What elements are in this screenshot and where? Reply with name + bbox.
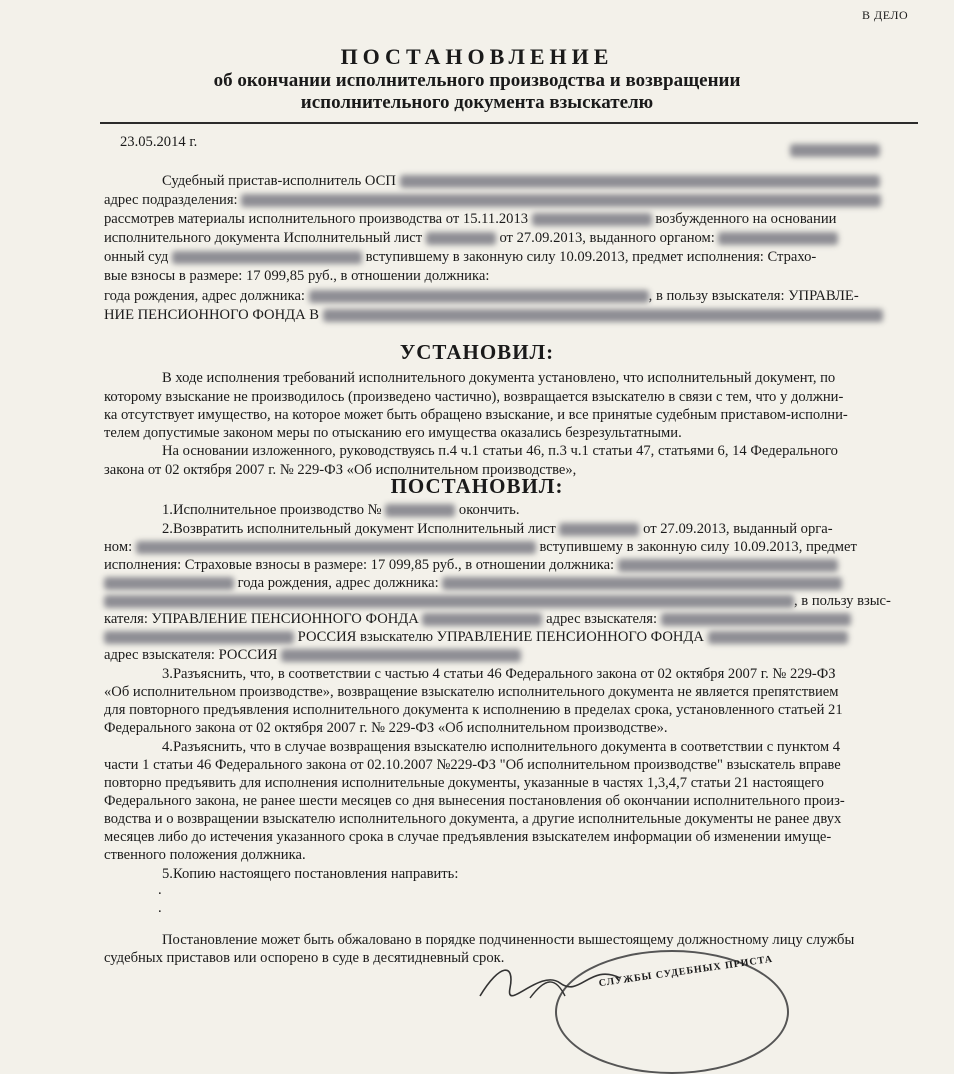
intro-line: рассмотрев материалы исполнительного производства от 15.11.2013 возбужденного на основании <box>104 211 837 227</box>
body-line: Федерального закона, не ранее шести месяцев со дня вынесения постановления об окончании исполнительного произ- <box>104 793 845 809</box>
body-line: года рождения, адрес должника: <box>104 575 842 592</box>
redacted-block <box>241 194 881 207</box>
intro-line: Судебный пристав-исполнитель ОСП <box>162 173 880 190</box>
document-subtitle-line-2: исполнительного документа взыскателю <box>300 92 654 113</box>
redacted-block <box>790 141 880 159</box>
body-line: В ходе исполнения требований исполнительного документа установлено, что исполнительный документ, по <box>162 370 836 386</box>
body-line: месяцев либо до истечения указанного срока в случае предъявления взыскателем информации об изменении имуще- <box>104 829 832 845</box>
redacted-block <box>426 232 496 245</box>
redacted-block <box>661 613 851 626</box>
section-heading-decided: ПОСТАНОВИЛ: <box>390 474 564 498</box>
redacted-block <box>532 213 652 226</box>
redacted-block <box>309 290 649 303</box>
file-stamp: В ДЕЛО <box>862 8 909 22</box>
redacted-block <box>422 613 542 626</box>
body-line: , в пользу взыс- <box>104 593 891 610</box>
body-line: закона от 02 октября 2007 г. № 229-ФЗ «Об исполнительном производстве», <box>104 462 577 478</box>
list-dot: . <box>158 900 162 916</box>
intro-line: онный суд вступившему в законную силу 10.09.2013, предмет исполнения: Страхо- <box>104 249 817 265</box>
document-title: ПОСТАНОВЛЕНИЕ <box>340 44 614 69</box>
intro-line: исполнительного документа Исполнительный лист от 27.09.2013, выданного органом: <box>104 230 838 247</box>
redacted-block <box>708 631 848 644</box>
seal-text: СЛУЖБЫ СУДЕБНЫХ ПРИСТА <box>598 953 774 990</box>
body-line: для повторного предъявления исполнительного документа к исполнению в пределах срока, установленного статьей 21 <box>104 702 843 718</box>
body-line: ном: вступившему в законную силу 10.09.2013, предмет <box>104 539 857 555</box>
body-line: повторно предъявить для исполнения исполнительные документы, указанные в частях 1,3,4,7 статьи 21 настоящего <box>104 775 824 791</box>
body-line: 1.Исполнительное производство № окончить. <box>162 502 520 518</box>
body-line: кателя: УПРАВЛЕНИЕ ПЕНСИОННОГО ФОНДА адрес взыскателя: <box>104 611 851 628</box>
title-divider <box>100 122 918 124</box>
intro-line: адрес подразделения: <box>104 192 881 209</box>
body-line: На основании изложенного, руководствуясь п.4 ч.1 статьи 46, п.3 ч.1 статьи 47, статьями 6, 14 Федерального <box>162 443 838 459</box>
list-dot: . <box>158 882 162 898</box>
body-line: 5.Копию настоящего постановления направить: <box>162 866 459 882</box>
body-line: водства и о возвращении взыскателю исполнительного документа, а другие исполнительные документы не ранее двух <box>104 811 842 827</box>
body-line: которому взыскание не производилось (произведено частично), возвращается взыскателю в связи с тем, что у должни- <box>104 389 844 405</box>
document-subtitle-line-1: об окончании исполнительного производства и возвращении <box>213 70 741 91</box>
body-line: 3.Разъяснить, что, в соответствии с частью 4 статьи 46 Федерального закона от 02 октября 2007 г. № 229-ФЗ <box>162 666 836 682</box>
body-line: Федерального закона от 02 октября 2007 г. № 229-ФЗ «Об исполнительном производстве». <box>104 720 668 736</box>
redacted-block <box>718 232 838 245</box>
redacted-block <box>104 631 294 644</box>
intro-line: вые взносы в размере: 17 099,85 руб., в отношении должника: <box>104 268 490 284</box>
body-line: адрес взыскателя: РОССИЯ <box>104 647 521 664</box>
redacted-block <box>281 649 521 662</box>
intro-line: НИЕ ПЕНСИОННОГО ФОНДА В <box>104 307 883 324</box>
signature <box>470 958 640 1000</box>
redacted-block <box>104 595 794 608</box>
redacted-block <box>136 541 536 554</box>
body-line: части 1 статьи 46 Федерального закона от 02.10.2007 №229-ФЗ "Об исполнительном производстве" взыскатель вправе <box>104 757 841 773</box>
redacted-block <box>323 309 883 322</box>
section-heading-established: УСТАНОВИЛ: <box>399 340 555 364</box>
body-line: телем допустимые законом меры по отысканию его имущества оказались безрезультатными. <box>104 425 682 441</box>
redacted-block <box>104 577 234 590</box>
footer-line: Постановление может быть обжаловано в порядке подчиненности вышестоящему должностному лицу службы <box>162 932 855 948</box>
redacted-block <box>618 559 838 572</box>
body-line: ка отсутствует имущество, на которое может быть обращено взыскание, и все принятые судебным приставом-исполни- <box>104 407 848 423</box>
redacted-block <box>172 251 362 264</box>
footer-line: судебных приставов или оспорено в суде в десятидневный срок. <box>104 950 505 966</box>
redacted-block <box>559 523 639 536</box>
body-line: исполнения: Страховые взносы в размере: 17 099,85 руб., в отношении должника: <box>104 557 838 574</box>
redacted-block <box>442 577 842 590</box>
body-line: 4.Разъяснить, что в случае возвращения взыскателю исполнительного документа в соответствии с пунктом 4 <box>162 739 841 755</box>
body-line: ственного положения должника. <box>104 847 306 863</box>
redacted-block <box>385 504 455 517</box>
body-line: РОССИЯ взыскателю УПРАВЛЕНИЕ ПЕНСИОННОГО ФОНДА <box>104 629 848 646</box>
intro-line: года рождения, адрес должника: , в пользу взыскателя: УПРАВЛЕ- <box>104 288 859 304</box>
redacted-block <box>400 175 880 188</box>
body-line: 2.Возвратить исполнительный документ Исполнительный лист от 27.09.2013, выданный орга- <box>162 521 833 537</box>
body-line: «Об исполнительном производстве», возвращение взыскателю исполнительного документа не является препятствием <box>104 684 839 700</box>
document-date: 23.05.2014 г. <box>120 134 198 150</box>
